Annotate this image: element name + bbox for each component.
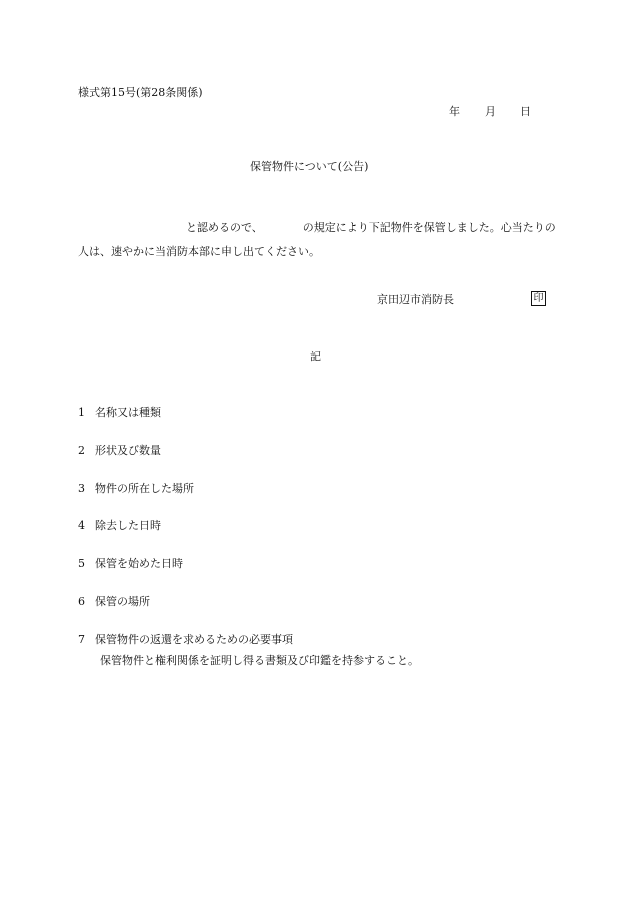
page-title: 保管物件について(公告): [250, 160, 369, 173]
seal-mark: 印: [531, 291, 546, 306]
item-label: 除去した日時: [95, 519, 161, 532]
item-number: 6: [78, 595, 85, 608]
item-label: 保管を始めた日時: [95, 557, 183, 570]
date-month-label: 月: [485, 105, 496, 118]
item-label: 物件の所在した場所: [95, 482, 194, 495]
notice-body: [78, 216, 558, 264]
item-number: 3: [78, 482, 85, 495]
item-number: 4: [78, 519, 85, 532]
list-item: [78, 519, 161, 533]
ki-heading: 記: [310, 350, 321, 363]
item-label: 名称又は種類: [95, 406, 161, 419]
signatory: 京田辺市消防長: [377, 293, 454, 306]
item-number: 5: [78, 557, 85, 570]
list-item: [78, 482, 194, 496]
list-item: [78, 406, 161, 420]
item-number: 1: [78, 406, 85, 419]
item-number: 2: [78, 444, 85, 457]
item-number: 7: [78, 633, 85, 646]
list-item: [78, 444, 161, 458]
list-item: [78, 557, 183, 571]
list-item: [78, 595, 150, 609]
item-7-note: 保管物件と権利関係を証明し得る書類及び印鑑を持参すること。: [100, 654, 419, 667]
date-year-label: 年: [449, 105, 460, 118]
date-day-label: 日: [520, 105, 531, 118]
form-number: 様式第15号(第28条関係): [78, 86, 203, 99]
notice-body-part1: と認めるので、: [186, 221, 263, 234]
list-item: [78, 633, 293, 647]
notice-body-part2: の規定により下記物件を保管しました。心当たりの人は、速やかに当消防本部に申し出てください。: [78, 221, 556, 258]
item-label: 保管の場所: [95, 595, 150, 608]
item-label: 形状及び数量: [95, 444, 161, 457]
item-label: 保管物件の返還を求めるための必要事項: [95, 633, 293, 646]
